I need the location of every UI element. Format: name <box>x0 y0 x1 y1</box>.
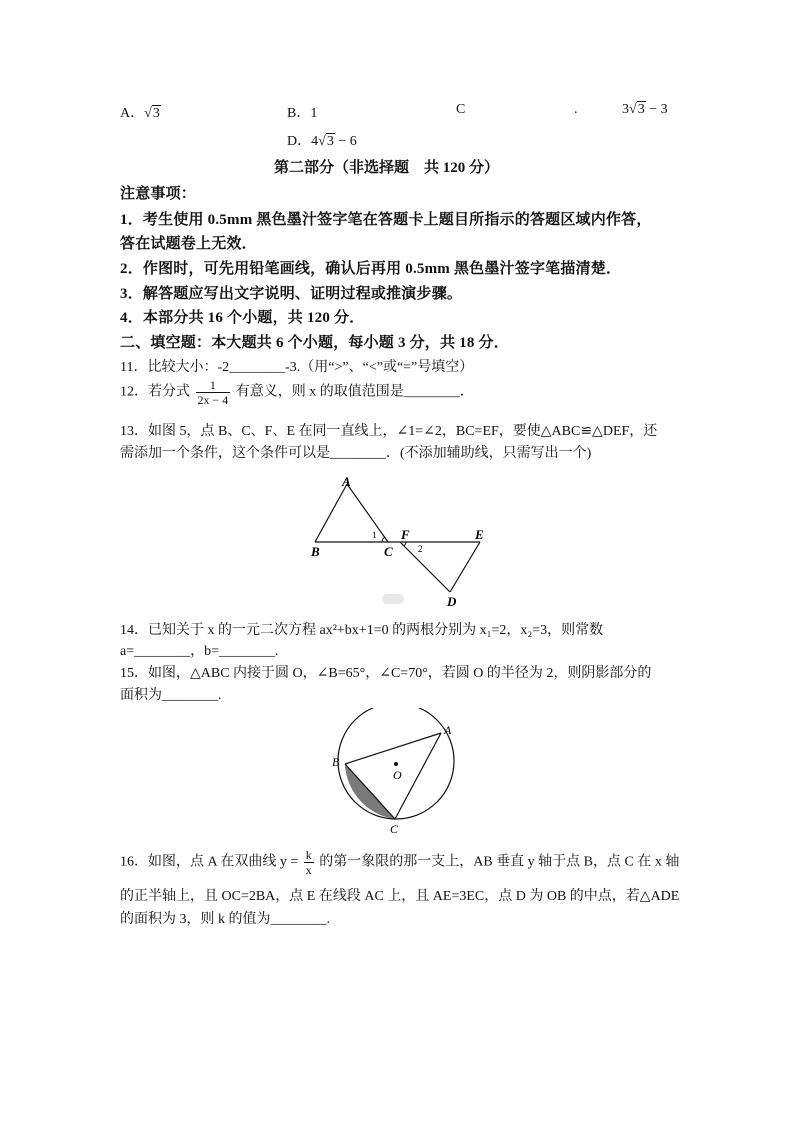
choice-c-value: 3√3 − 3 <box>622 102 668 117</box>
label-b: B <box>311 544 320 559</box>
label-f: F <box>401 527 410 542</box>
figure-5-triangles <box>300 470 510 610</box>
smudge-mark <box>382 594 404 604</box>
question-14-line2: a=________，b=________. <box>120 644 279 659</box>
question-15-line1: 15．如图，△ABC 内接于圆 O，∠B=65°，∠C=70°，若圆 O 的半径为 2，则阴影部分的 <box>120 666 652 681</box>
note-1b: 答在试题卷上无效． <box>120 236 257 252</box>
fraction: $\frac{1}{2x - 4}$ <box>197 378 229 407</box>
question-15-line2: 面积为________. <box>120 688 222 703</box>
question-14-line1: 14．已知关于 x 的一元二次方程 ax²+bx+1=0 的两根分别为 x₁=2，x₂=3，则常数 <box>120 623 604 638</box>
fraction: $\frac{k}{x}$ <box>305 848 312 877</box>
note-4: 4．本部分共 16 个小题，共 120 分． <box>120 310 365 326</box>
question-16-line3: 的面积为 3，则 k 的值为________. <box>120 912 330 927</box>
choice-a: A．√3 <box>120 106 160 121</box>
section-title: 第二部分（非选择题 共 120 分） <box>274 160 500 176</box>
question-13-line1: 13．如图 5，点 B、C、F、E 在同一直线上，∠1=∠2，BC=EF，要使△ABC≌△DEF，还 <box>120 424 658 439</box>
note-1a: 1．考生使用 0.5mm 黑色墨汁签字笔在答题卡上题目所指示的答题区域内作答， <box>120 212 652 228</box>
segment-ac <box>347 484 388 542</box>
segment-fd <box>400 542 450 592</box>
sqrt-symbol: √3 <box>144 106 160 121</box>
notes-heading: 注意事项： <box>120 186 197 202</box>
note-3: 3．解答题应写出文字说明、证明过程或推演步骤。 <box>120 286 463 302</box>
angle-1-arc <box>382 537 385 542</box>
question-11: 11．比较大小：-2________-3.（用“>”、“<”或“=”号填空） <box>120 360 474 375</box>
label-c: C <box>390 822 399 836</box>
choice-b: B．1 <box>287 106 318 121</box>
question-13-line2: 需添加一个条件，这个条件可以是________．(不添加辅助线，只需写出一个) <box>120 446 592 461</box>
figure-circle-triangle <box>325 708 465 838</box>
label-a: A <box>342 474 351 489</box>
segment-ab <box>315 484 347 542</box>
segment-ed <box>450 542 480 592</box>
choice-c-dot: . <box>574 102 578 117</box>
question-16-line2: 的正半轴上，且 OC=2BA，点 E 在线段 AC 上，且 AE=3EC，点 D 为 OB 的中点，若△ADE <box>120 889 680 904</box>
label-e: E <box>475 527 484 542</box>
segment-bc <box>345 764 395 819</box>
fill-in-heading: 二、填空题：本大题共 6 个小题，每小题 3 分，共 18 分． <box>120 335 509 351</box>
label-angle-1: 1 <box>372 530 377 540</box>
center-point <box>394 762 398 766</box>
note-2: 2．作图时，可先用铅笔画线，确认后再用 0.5mm 黑色墨汁签字笔描清楚． <box>120 261 622 277</box>
label-d: D <box>447 594 457 609</box>
label-b: B <box>332 755 340 769</box>
question-12: 12．若分式 $\frac{1}{2x - 4}$ 有意义，则 x 的取值范围是________． <box>120 378 474 407</box>
label-o: O <box>393 768 402 782</box>
label-a: A <box>444 723 452 737</box>
question-16-line1: 16．如图，点 A 在双曲线 y = $\frac{k}{x}$ 的第一象限的那一支上，AB 垂直 y 轴于点 B，点 C 在 x 轴 <box>120 848 680 877</box>
choice-d: D．4√3 − 6 <box>287 134 357 149</box>
choice-c-label: C <box>456 102 466 117</box>
label-c: C <box>384 544 393 559</box>
label-angle-2: 2 <box>418 544 423 554</box>
